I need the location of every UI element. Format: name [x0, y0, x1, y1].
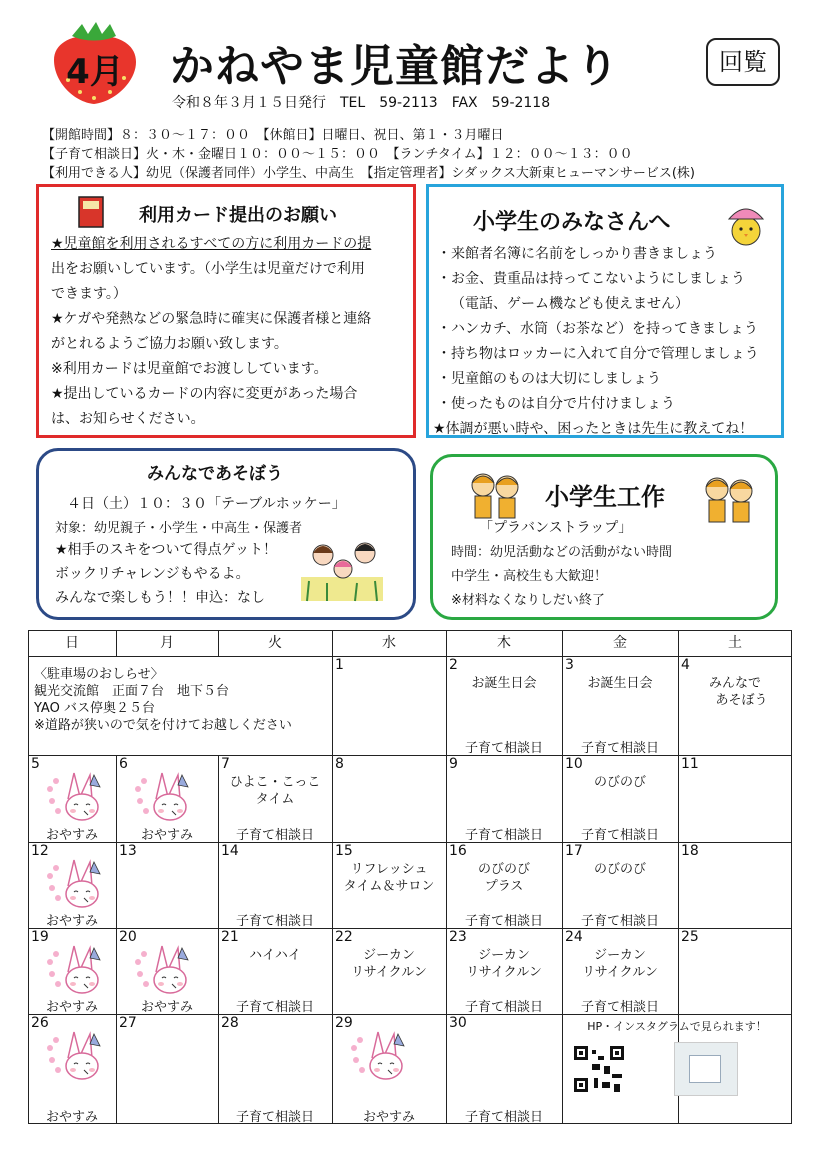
parking-notice-line: 観光交流館 正面７台 地下５台: [34, 684, 230, 699]
calendar-cell-footer: 子育て相談日: [580, 741, 659, 756]
calendar-event: ジーカン: [594, 948, 646, 963]
calendar-day-number: 2: [449, 657, 458, 673]
parking-notice-line: ※道路が狭いので気を付けてお越しください: [34, 718, 292, 733]
calendar-cell-footer: おやすみ: [362, 1110, 415, 1125]
calendar-cell-footer: 子育て相談日: [464, 914, 543, 929]
calendar-cell-footer: 子育て相談日: [464, 1000, 543, 1015]
card-line-3: できます。）: [51, 286, 127, 302]
elementary-craft-box: [430, 454, 778, 620]
calendar-event: ハイハイ: [249, 948, 301, 963]
calendar-event: ジーカン: [478, 948, 530, 963]
calendar-day-number: 12: [31, 843, 49, 859]
play-line-3: ★相手のスキをついて得点ゲット！: [55, 542, 277, 558]
calendar-day-number: 13: [119, 843, 137, 859]
calendar-day-number: 11: [681, 756, 699, 772]
rule-line-6: ・児童館のものは大切にしましょう: [437, 371, 661, 387]
card-box-title: 利用カード提出のお願い: [139, 205, 337, 226]
issue-line: 令和８年３月１５日発行 TEL 59-2113 FAX 59-2118: [172, 95, 551, 111]
play-line-5: みんなで楽しもう！！申込：なし: [55, 590, 265, 606]
calendar-event: ジーカン: [363, 948, 415, 963]
calendar-day-number: 20: [119, 929, 137, 945]
bunny-sleep-icon: [348, 1030, 410, 1084]
rule-line-7: ・使ったものは自分で片付けましょう: [437, 396, 675, 412]
calendar-event: のびのび: [593, 775, 646, 790]
calendar-cell-footer: 子育て相談日: [464, 828, 543, 843]
calendar-day-number: 28: [221, 1015, 239, 1031]
play-together-box: [36, 448, 416, 620]
calendar-event: お誕生日会: [471, 676, 537, 691]
calendar-event: タイム: [255, 792, 295, 807]
calendar-cell-footer: おやすみ: [45, 1000, 98, 1015]
calendar-cell-footer: 子育て相談日: [235, 1110, 314, 1125]
calendar-day-number: 8: [335, 756, 344, 772]
calendar-day-number: 19: [31, 929, 49, 945]
bunny-sleep-icon: [44, 771, 106, 825]
calendar-cell-footer: おやすみ: [45, 828, 98, 843]
card-line-5: がとれるようご協力お願い致します。: [51, 336, 288, 352]
calendar-cell-footer: 子育て相談日: [580, 914, 659, 929]
calendar-cell-footer: 子育て相談日: [464, 1110, 543, 1125]
calendar-day-number: 23: [449, 929, 467, 945]
rule-line-3: （電話、ゲーム機なども使えません）: [451, 296, 689, 312]
calendar-event: リフレッシュ: [350, 862, 428, 877]
bunny-sleep-icon: [44, 944, 106, 998]
craft-line-2: 時間：幼児活動などの活動がない時間: [451, 545, 673, 560]
calendar-cell-footer: おやすみ: [140, 828, 193, 843]
weekday-header: 金: [613, 635, 627, 651]
calendar-cell-footer: 子育て相談日: [464, 741, 543, 756]
kids-icon: [701, 473, 757, 525]
kids-icon: [467, 469, 523, 521]
calendar-event: プラス: [484, 879, 524, 894]
instagram-qr-card: [674, 1042, 738, 1096]
qr-code-icon: [572, 1044, 626, 1094]
calendar-event: リサイクルン: [582, 965, 658, 980]
calendar-day-number: 25: [681, 929, 699, 945]
rules-box-title: 小学生のみなさんへ: [473, 210, 671, 235]
weekday-header: 水: [382, 635, 396, 651]
calendar-day-number: 10: [565, 756, 583, 772]
card-book-icon: [77, 195, 105, 229]
calendar-event: お誕生日会: [587, 676, 653, 691]
card-line-1: ★児童館を利用されるすべての方に利用カードの提: [51, 236, 372, 252]
calendar-day-number: 21: [221, 929, 239, 945]
calendar-day-number: 17: [565, 843, 583, 859]
calendar-event: みんなで: [708, 676, 761, 691]
calendar-day-number: 15: [335, 843, 353, 859]
info-hours: 【開館時間】８：３０～１７：００ 【休館日】日曜日、祝日、第１・３月曜日: [42, 128, 504, 143]
calendar-event: タイム＆サロン: [343, 879, 435, 894]
rule-line-1: ・来館者名簿に名前をしっかり書きましょう: [437, 246, 717, 262]
card-line-7: ★提出しているカードの内容に変更があった場合: [51, 386, 358, 402]
bunny-sleep-icon: [44, 1030, 106, 1084]
calendar-cell-footer: おやすみ: [45, 1110, 98, 1125]
play-box-title: みんなであそぼう: [147, 464, 283, 484]
craft-box-title: 小学生工作: [545, 483, 665, 511]
calendar-day-number: 3: [565, 657, 574, 673]
calendar-event: のびのび: [593, 862, 646, 877]
weekday-header: 火: [268, 635, 282, 651]
weekday-header: 月: [160, 635, 174, 651]
calendar-day-number: 26: [31, 1015, 49, 1031]
calendar-day-number: 9: [449, 756, 458, 772]
card-line-4: ★ケガや発熱などの緊急時に確実に保護者様と連絡: [51, 311, 372, 327]
craft-line-4: ※材料なくなりしだい終了: [451, 593, 605, 608]
page-title: かねやま児童館だより: [170, 41, 620, 92]
craft-line-1: 「プラバンストラップ」: [479, 520, 633, 536]
calendar-day-number: 6: [119, 756, 128, 772]
craft-line-3: 中学生・高校生も大歓迎！: [451, 569, 608, 584]
calendar-cell-footer: おやすみ: [140, 1000, 193, 1015]
calendar-day-number: 29: [335, 1015, 353, 1031]
bunny-sleep-icon: [132, 771, 194, 825]
calendar-day-number: 5: [31, 756, 40, 772]
calendar-cell-footer: 子育て相談日: [235, 914, 314, 929]
parking-notice-line: YAO バス停奥２５台: [34, 701, 155, 716]
month-badge: 4月: [66, 52, 124, 92]
calendar-cell-footer: 子育て相談日: [580, 828, 659, 843]
play-line-1: ４日（土）１０：３０「テーブルホッケー」: [67, 496, 346, 512]
calendar-day-number: 27: [119, 1015, 137, 1031]
calendar-cell-footer: おやすみ: [45, 914, 98, 929]
rule-line-5: ・持ち物はロッカーに入れて自分で管理しましょう: [437, 346, 759, 362]
calendar-day-number: 24: [565, 929, 583, 945]
children-playing-icon: [297, 537, 387, 603]
card-request-box: [36, 184, 416, 438]
bunny-sleep-icon: [132, 944, 194, 998]
calendar-day-number: 18: [681, 843, 699, 859]
calendar-day-number: 16: [449, 843, 467, 859]
rule-line-8: ★体調が悪い時や、困ったときは先生に教えてね！: [433, 421, 754, 437]
calendar-event: のびのび: [477, 862, 530, 877]
calendar-cell-footer: 子育て相談日: [235, 828, 314, 843]
card-line-2: 出をお願いしています。（小学生は児童だけで利用: [51, 261, 365, 277]
play-line-2: 対象：幼児親子・小学生・中高生・保護者: [55, 521, 303, 536]
calendar-day-number: 7: [221, 756, 230, 772]
weekday-header: 日: [65, 635, 79, 651]
calendar: [28, 630, 792, 1124]
calendar-event: リサイクルン: [351, 965, 427, 980]
calendar-day-number: 30: [449, 1015, 467, 1031]
calendar-day-number: 14: [221, 843, 239, 859]
weekday-header: 土: [728, 635, 742, 651]
parking-notice-line: 〈駐車場のおしらせ〉: [34, 667, 164, 682]
circulation-stamp: 回覧: [706, 38, 780, 86]
calendar-day-number: 22: [335, 929, 353, 945]
elementary-rules-box: [426, 184, 784, 438]
social-text: HP・インスタグラムで見られます！: [587, 1020, 767, 1033]
calendar-day-number: 4: [681, 657, 690, 673]
card-line-6: ※利用カードは児童館でお渡ししています。: [51, 361, 328, 377]
calendar-day-number: 1: [335, 657, 344, 673]
bunny-sleep-icon: [44, 858, 106, 912]
rule-line-2: ・お金、貴重品は持ってこないようにしましょう: [437, 271, 745, 287]
card-line-8: は、お知らせください。: [51, 411, 205, 427]
calendar-cell-footer: 子育て相談日: [580, 1000, 659, 1015]
calendar-event: リサイクルン: [466, 965, 542, 980]
info-consult: 【子育て相談日】火・木・金曜日１０：００～１５：００ 【ランチタイム】１２：００～１３：００: [42, 147, 633, 162]
rule-line-4: ・ハンカチ、水筒（お茶など）を持ってきましょう: [437, 321, 759, 337]
chick-hat-icon: [721, 197, 771, 249]
calendar-event: あそぼう: [702, 693, 768, 708]
calendar-event: ひよこ・こっこ: [229, 775, 321, 790]
calendar-cell-footer: 子育て相談日: [235, 1000, 314, 1015]
play-line-4: ボックリチャレンジもやるよ。: [55, 566, 250, 582]
info-eligibility: 【利用できる人】幼児（保護者同伴）小学生、中高生 【指定管理者】シダックス大新東ヒューマンサービス(株): [42, 166, 695, 181]
weekday-header: 木: [497, 635, 511, 651]
